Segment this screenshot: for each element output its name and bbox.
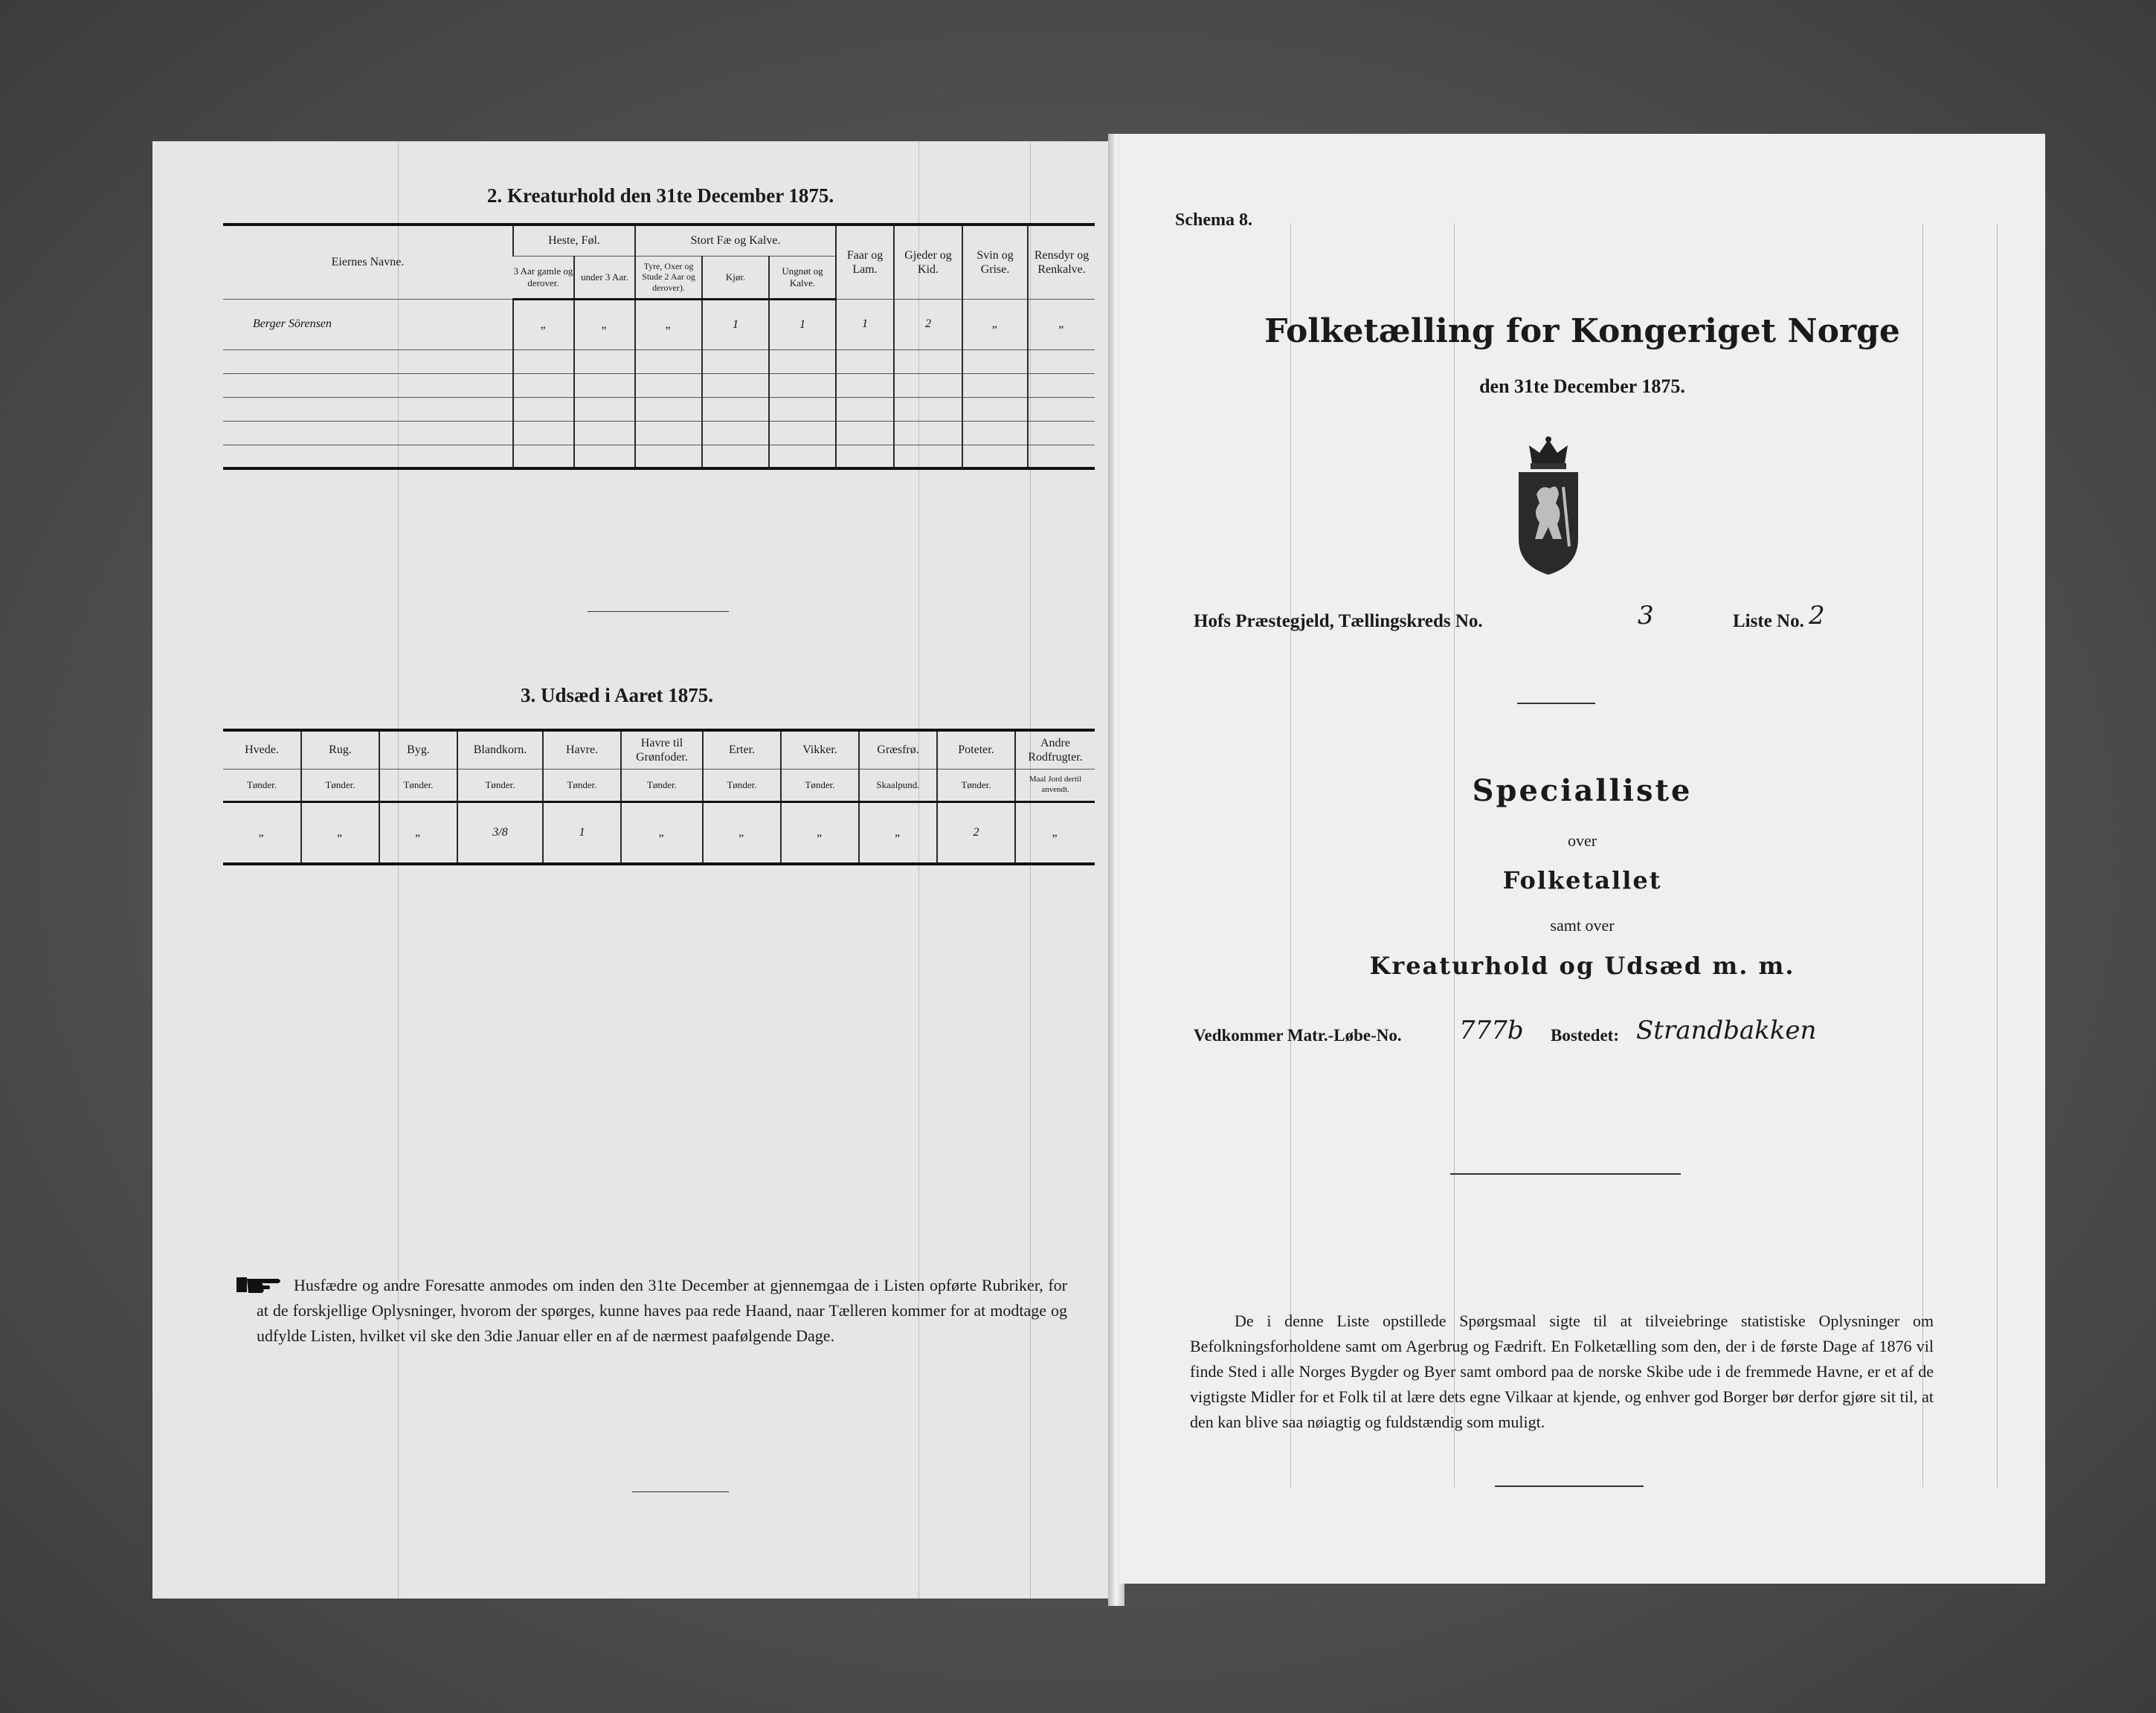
seed-header: Erter. [703,730,781,769]
divider [632,1491,729,1492]
seed-header: Havre. [543,730,621,769]
ghost-column-line [1922,223,1923,1487]
col-faar: Faar og Lam. [836,225,894,299]
census-date: den 31te December 1875. [1479,375,1685,397]
bosted-value: Strandbakken [1636,1016,1817,1045]
divider [1517,703,1595,704]
matr-label: Vedkommer Matr.-Løbe-No. [1194,1026,1402,1045]
seed-value: „ [301,801,379,864]
folketallet-label: Folketallet [1502,866,1662,894]
liste-number: 2 [1809,601,1825,630]
divider [588,611,729,612]
seed-value: „ [1015,801,1095,864]
col-stort-fae: Stort Fæ og Kalve. [635,225,836,256]
seed-header: Rug. [301,730,379,769]
seed-header: Byg. [379,730,457,769]
seed-value: „ [781,801,859,864]
col-svin: Svin og Grise. [962,225,1028,299]
seed-header: Havre til Grønfoder. [621,730,703,769]
over-label: over [1567,831,1597,850]
seed-unit: Skaalpund. [859,769,937,801]
seed-unit: Tønder. [457,769,543,801]
main-title: Folketælling for Kongeriget Norge [1264,312,1900,350]
data-cell: „ [1028,299,1095,349]
table-row [223,373,1095,397]
data-cell: „ [635,299,702,349]
seed-unit: Tønder. [703,769,781,801]
seed-table [223,729,1095,865]
table-row [223,801,1095,864]
parish-label: Hofs Præstegjeld, Tællingskreds No. [1194,611,1483,631]
seed-unit: Tønder. [781,769,859,801]
col-rensdyr: Rensdyr og Renkalve. [1028,225,1095,299]
matr-number: 777b [1459,1016,1524,1045]
section2-title: 2. Kreaturhold den 31te December 1875. [487,184,834,207]
seed-value: 3/8 [457,801,543,864]
table-row [223,445,1095,468]
coat-of-arms-icon [1514,435,1583,576]
col-ungnot: Ungnøt og Kalve. [769,256,836,299]
specialliste-title: Specialliste [1472,773,1693,808]
seed-value: „ [621,801,703,864]
seed-unit: Tønder. [223,769,301,801]
seed-unit: Tønder. [301,769,379,801]
data-cell: „ [962,299,1028,349]
table-row [223,349,1095,373]
seed-unit: Tønder. [621,769,703,801]
table-row [223,397,1095,421]
divider [1450,1173,1681,1175]
data-cell: 1 [769,299,836,349]
liste-label: Liste No. [1733,611,1804,631]
seed-unit: Tønder. [937,769,1015,801]
seed-value: „ [223,801,301,864]
seed-value: „ [859,801,937,864]
livestock-table [223,223,1095,470]
seed-unit: Tønder. [543,769,621,801]
col-kjor: Kjør. [702,256,769,299]
col-heste-3aar: 3 Aar gamle og derover. [513,256,574,299]
col-tyre: Tyre, Oxer og Stude 2 Aar og derover). [635,256,702,299]
divider [1495,1485,1644,1487]
schema-label: Schema 8. [1175,210,1252,230]
footnote-text: De i denne Liste opstillede Spørgsmaal sigte til at tilveiebringe statistiske Oplysninger om Befolkningsforholdene samt om Agerbrug og Fædrift. En Folketælling som den, der i de første Dage af 1876 vil finde Sted i alle Norges Bygder og Byer samt ombord paa de norske Skibe ude i de fremmede Havne, er et af de vigtigste Midler for et Folk til at lære dets egne Vilkaar at kjende, og enhver god Borger bør derfor gjøre sit til, at den kan blive saa nøiagtig og fuldstændig som muligt. [1190,1312,1934,1431]
kreaturhold-label: Kreaturhold og Udsæd m. m. [1369,952,1795,980]
table-row [223,421,1095,445]
seed-unit: Maal Jord dertil anvendt. [1015,769,1095,801]
data-cell: 1 [836,299,894,349]
ghost-column-line [1290,223,1291,1487]
col-heste: Heste, Føl. [513,225,635,256]
seed-value: 2 [937,801,1015,864]
seed-value: „ [703,801,781,864]
seed-value: „ [379,801,457,864]
parish-number: 3 [1638,601,1654,630]
data-cell: „ [513,299,574,349]
col-owner-names: Eiernes Navne. [223,225,513,299]
ghost-column-line [1997,223,1998,1487]
seed-header: Andre Rodfrugter. [1015,730,1095,769]
table-row [223,299,1095,349]
section3-title: 3. Udsæd i Aaret 1875. [521,684,714,706]
seed-header: Blandkorn. [457,730,543,769]
col-gjeder: Gjeder og Kid. [894,225,962,299]
seed-unit: Tønder. [379,769,457,801]
owner-name-cell: Berger Sörensen [223,299,513,349]
ghost-column-line [1454,223,1455,1487]
seed-header: Vikker. [781,730,859,769]
data-cell: „ [574,299,635,349]
bosted-label: Bostedet: [1551,1026,1619,1045]
notice-text: Husfædre og andre Foresatte anmodes om inden den 31te December at gjennemgaa de i Listen opførte Rubriker, for at de forskjellige Oplysninger, hvorom der spørges, kunne haves paa rede Haand, naar Tælleren kommer for at modtage og udfylde Listen, hvilket vil ske den 3die Januar eller en af de nærmest paafølgende Dage. [257,1276,1067,1345]
samt-over-label: samt over [1550,916,1615,935]
seed-value: 1 [543,801,621,864]
data-cell: 2 [894,299,962,349]
data-cell: 1 [702,299,769,349]
seed-header: Græsfrø. [859,730,937,769]
col-heste-under3: under 3 Aar. [574,256,635,299]
seed-header: Poteter. [937,730,1015,769]
seed-header: Hvede. [223,730,301,769]
